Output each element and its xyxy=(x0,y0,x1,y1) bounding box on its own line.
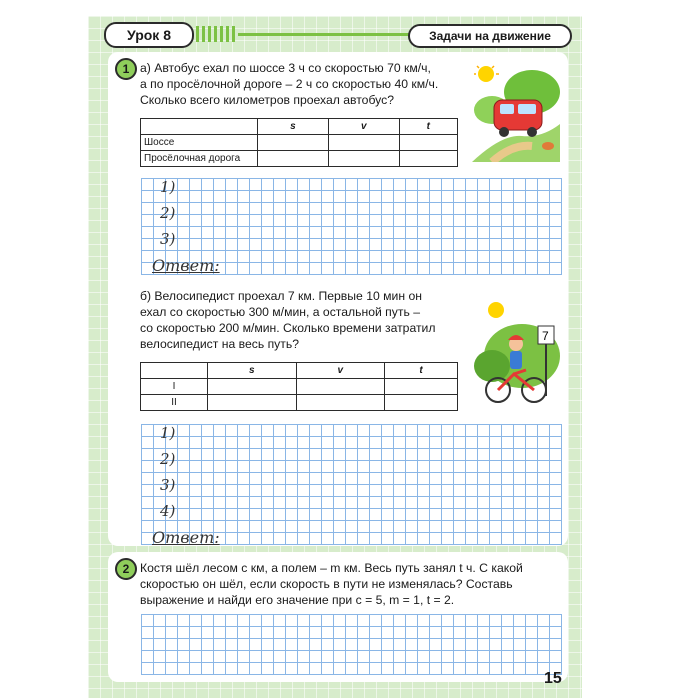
answer-label: Ответ: xyxy=(152,256,220,275)
task1a-table xyxy=(140,118,458,167)
task1b-line: б) Велосипедист проехал 7 км. Первые 10 мин он xyxy=(140,289,422,303)
table-cell[interactable] xyxy=(296,379,385,395)
table-cell[interactable] xyxy=(399,135,457,151)
table-row-label: I xyxy=(141,379,208,395)
table-cell[interactable] xyxy=(208,379,297,395)
table-cell[interactable] xyxy=(258,151,329,167)
step-label: 1) xyxy=(160,424,176,442)
task1b-text xyxy=(140,288,435,352)
table-header xyxy=(141,119,258,135)
step-label: 2) xyxy=(160,204,176,222)
road-sign-number: 7 xyxy=(542,329,549,343)
table-row-label: Просёлочная дорога xyxy=(141,151,258,167)
table-row-label: Шоссе xyxy=(141,135,258,151)
task2-line: Костя шёл лесом c км, а полем – m км. Весь путь занял t ч. С какой xyxy=(140,561,523,575)
task2-writing-grid[interactable] xyxy=(141,614,562,675)
cyclist-illustration-icon xyxy=(472,296,562,408)
task2-line: выражение и найди его значение при c = 5, m = 1, t = 2. xyxy=(140,593,455,607)
table-header xyxy=(141,363,208,379)
table-header: v xyxy=(296,363,385,379)
header-decoration xyxy=(196,26,238,42)
task1a-line: Сколько всего километров проехал автобус? xyxy=(140,93,394,107)
task1b-writing-grid[interactable] xyxy=(141,424,562,545)
bus-illustration-icon xyxy=(472,64,560,162)
task1b-line: со скоростью 200 м/мин. Сколько времени затратил xyxy=(140,321,436,335)
table-header: t xyxy=(399,119,457,135)
table-cell[interactable] xyxy=(399,151,457,167)
table-cell[interactable] xyxy=(385,395,458,411)
table-header: s xyxy=(258,119,329,135)
task1a-text xyxy=(140,60,438,108)
table-cell[interactable] xyxy=(328,151,399,167)
step-label: 4) xyxy=(160,502,176,520)
topic-label: Задачи на движение xyxy=(408,24,572,48)
step-label: 3) xyxy=(160,476,176,494)
step-label: 3) xyxy=(160,230,176,248)
table-cell[interactable] xyxy=(328,135,399,151)
page-number: 15 xyxy=(544,670,562,687)
task1-number: 1 xyxy=(115,58,137,80)
lesson-label: Урок 8 xyxy=(104,22,194,48)
table-header: v xyxy=(328,119,399,135)
task1a-line: а по просёлочной дороге – 2 ч со скоростью 40 км/ч. xyxy=(140,77,439,91)
task1a-line: а) Автобус ехал по шоссе 3 ч со скоростью 70 км/ч, xyxy=(140,61,431,75)
task2-line: скоростью он шёл, если скорость в пути не изменялась? Составь xyxy=(140,577,513,591)
task1b-line: ехал со скоростью 300 м/мин, а остальной путь – xyxy=(140,305,420,319)
step-label: 1) xyxy=(160,178,176,196)
task1b-line: велосипедист на весь путь? xyxy=(140,337,299,351)
table-header: s xyxy=(208,363,297,379)
table-header: t xyxy=(385,363,458,379)
table-cell[interactable] xyxy=(385,379,458,395)
task2-number: 2 xyxy=(115,558,137,580)
table-row-label: II xyxy=(141,395,208,411)
table-cell[interactable] xyxy=(296,395,385,411)
answer-label: Ответ: xyxy=(152,528,220,547)
table-cell[interactable] xyxy=(258,135,329,151)
task1b-table xyxy=(140,362,458,411)
header-line xyxy=(238,33,414,36)
step-label: 2) xyxy=(160,450,176,468)
table-cell[interactable] xyxy=(208,395,297,411)
task2-text xyxy=(140,560,523,608)
